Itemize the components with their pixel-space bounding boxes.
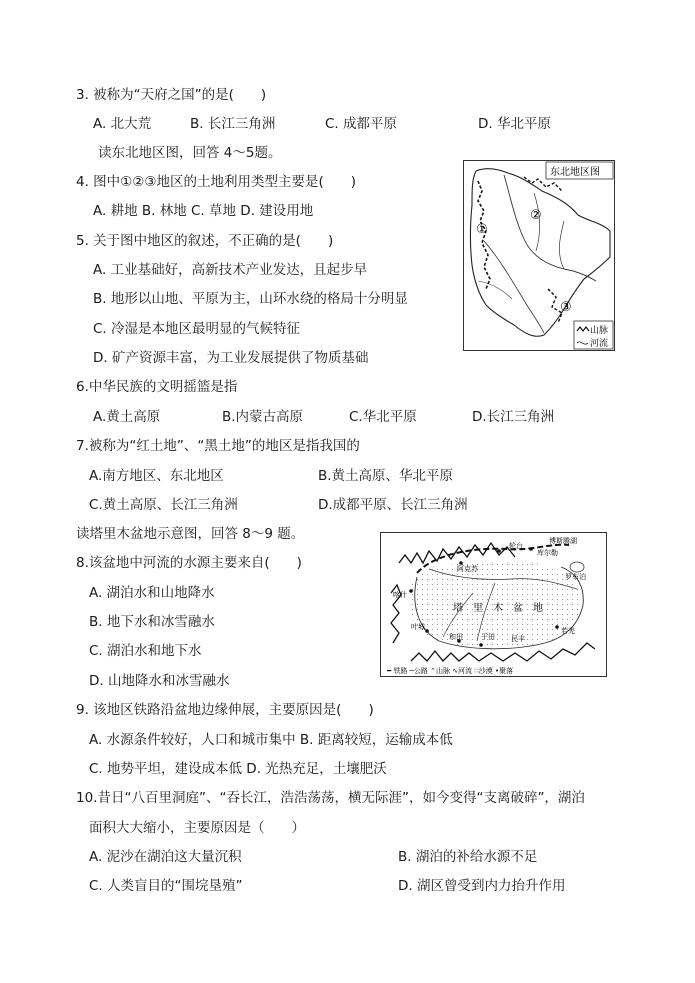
q8-option-b: B. 地下水和冰雪融水: [89, 614, 215, 630]
q10-option-d: D. 湖区曾受到内力抬升作用: [398, 878, 566, 894]
intro-4-5: 读东北地区图，回答 4～5题。: [98, 145, 282, 161]
place-ruoqiang: 若羌: [561, 627, 575, 635]
legend-mountain: 山脉: [590, 326, 609, 336]
q5-option-b: B. 地形以山地、平原为主，山环水绕的格局十分明显: [93, 291, 408, 307]
q3-option-d: D. 华北平原: [478, 116, 551, 132]
q3-option-c: C. 成都平原: [325, 116, 398, 132]
place-luntai: 轮台: [509, 542, 523, 550]
q10-option-c: C. 人类盲目的“围垸垦殖”: [89, 878, 243, 894]
q8-option-d: D. 山地降水和冰雪融水: [89, 673, 230, 689]
legend-river: 河流: [590, 339, 609, 349]
place-lop-nur: 罗布泊: [565, 573, 586, 581]
place-hotan: 和田: [449, 633, 463, 641]
northeast-china-map: [463, 160, 615, 351]
place-bosten-lake: 博斯腾湖: [549, 537, 577, 545]
place-korla: 库尔勒: [537, 549, 558, 557]
marker-2: ②: [530, 208, 542, 223]
place-yutian: 于田: [481, 633, 495, 641]
q3-option-a: A. 北大荒: [93, 116, 152, 132]
q4-options: A. 耕地 B. 林地 C. 草地 D. 建设用地: [93, 203, 314, 219]
q6-option-b: B.内蒙古高原: [222, 409, 304, 425]
place-minfeng: 民丰: [511, 635, 525, 643]
q6-option-c: C.华北平原: [349, 409, 417, 425]
q7-stem: 7.被称为“红土地”、“黑土地”的地区是指我国的: [76, 438, 360, 454]
place-aksu: 阿克苏: [457, 565, 478, 573]
q7-option-b: B.黄土高原、华北平原: [318, 468, 454, 484]
q5-stem: 5. 关于图中地区的叙述，不正确的是( ): [76, 233, 334, 249]
q8-option-a: A. 湖泊水和山地降水: [89, 585, 215, 601]
q8-stem: 8.该盆地中河流的水源主要来自( ): [76, 555, 302, 571]
marker-1: ①: [476, 222, 488, 237]
q5-option-a: A. 工业基础好，高新技术产业发达，且起步早: [93, 262, 368, 278]
q4-stem: 4. 图中①②③地区的土地利用类型主要是( ): [76, 174, 357, 190]
q3-stem: 3. 被称为“天府之国”的是( ): [76, 87, 267, 103]
q7-option-c: C.黄土高原、长江三角洲: [89, 497, 238, 513]
q6-stem: 6.中华民族的文明摇篮是指: [76, 379, 238, 395]
tarim-map-drawing: [381, 533, 606, 676]
q10-stem-line1: 10.昔日“八百里洞庭”、“吞长江，浩浩荡荡，横无际涯”，如今变得“支离破碎”，湖泊: [76, 790, 585, 806]
q7-option-a: A.南方地区、东北地区: [89, 468, 224, 484]
q6-option-a: A.黄土高原: [93, 409, 161, 425]
tarim-basin-map: [380, 532, 607, 677]
q5-option-c: C. 冷湿是本地区最明显的气候特征: [93, 321, 301, 337]
place-kashgar: 喀什: [393, 591, 407, 599]
q3-option-b: B. 长江三角洲: [190, 116, 276, 132]
northeast-map-title: 东北地区图: [550, 167, 600, 178]
q6-option-d: D.长江三角洲: [472, 409, 555, 425]
intro-8-9: 读塔里木盆地示意图，回答 8～9 题。: [76, 526, 305, 542]
northeast-map-drawing: [464, 161, 614, 350]
place-yecheng: 叶城: [411, 623, 425, 631]
q7-option-d: D.成都平原、长江三角洲: [318, 497, 468, 513]
tarim-map-legend: ━ 铁路 ─公路 ⌃山脉 ∿河流 ∷沙漠 •聚落: [387, 667, 514, 675]
q10-option-a: A. 泥沙在湖泊这大量沉积: [89, 849, 242, 865]
q10-option-b: B. 湖泊的补给水源不足: [398, 849, 538, 865]
q9-stem: 9. 该地区铁路沿盆地边缘伸展，主要原因是( ): [76, 702, 374, 718]
q10-stem-line2: 面积大大缩小，主要原因是（ ）: [89, 820, 305, 836]
marker-3: ③: [560, 300, 572, 315]
q9-options-line2: C. 地势平坦，建设成本低 D. 光热充足，土壤肥沃: [89, 761, 387, 777]
q9-options-line1: A. 水源条件较好，人口和城市集中 B. 距离较短，运输成本低: [89, 732, 453, 748]
basin-label: 塔 里 木 盆 地: [453, 603, 543, 614]
q8-option-c: C. 湖泊水和地下水: [89, 643, 202, 659]
q5-option-d: D. 矿产资源丰富，为工业发展提供了物质基础: [93, 350, 369, 366]
